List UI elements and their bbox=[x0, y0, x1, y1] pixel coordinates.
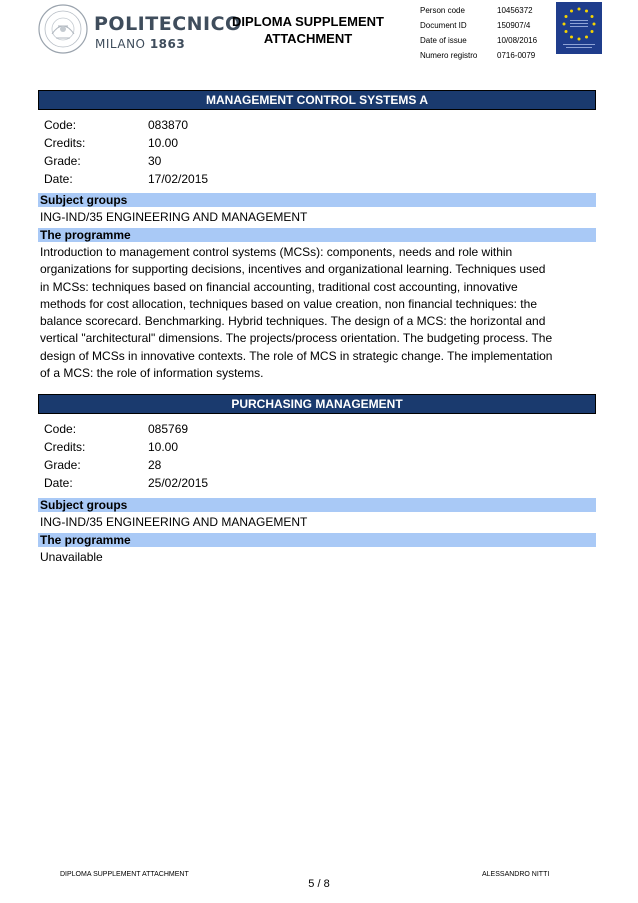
programme-line: organizations for supporting decisions, incentives and organizational learning. Techniques used bbox=[40, 262, 546, 277]
meta-label: Numero registro bbox=[420, 50, 478, 60]
field-value: 28 bbox=[148, 458, 162, 472]
course-info bbox=[44, 116, 344, 188]
field-label: Credits: bbox=[44, 440, 86, 454]
programme-heading: The programme bbox=[38, 533, 596, 547]
field-value: 083870 bbox=[148, 118, 189, 132]
course-code-row bbox=[44, 420, 344, 438]
subject-groups-heading: Subject groups bbox=[38, 193, 596, 207]
logo-name: POLITECNICO bbox=[94, 13, 242, 35]
document-title-line1: DIPLOMA SUPPLEMENT bbox=[232, 14, 384, 29]
field-label: Code: bbox=[44, 118, 77, 132]
meta-label: Date of issue bbox=[420, 35, 467, 45]
field-value: 17/02/2015 bbox=[148, 172, 209, 186]
course-date-row bbox=[44, 170, 344, 188]
field-label: Grade: bbox=[44, 154, 81, 168]
programme-heading: The programme bbox=[38, 228, 596, 242]
subject-groups-text: ING-IND/35 ENGINEERING AND MANAGEMENT bbox=[40, 210, 308, 224]
meta-value: 150907/4 bbox=[497, 20, 531, 30]
meta-label: Person code bbox=[420, 5, 465, 15]
field-value: 25/02/2015 bbox=[148, 476, 209, 490]
programme-line: of a MCS: the role of information systems. bbox=[40, 366, 264, 381]
eu-diploma-supplement-label-icon bbox=[556, 2, 602, 54]
meta-value: 10/08/2016 bbox=[497, 35, 538, 45]
programme-line: balance scorecard. Benchmarking. Hybrid techniques. The design of a MCS: the horizontal and bbox=[40, 314, 546, 329]
programme-line: vertical "architectural" dimensions. The projects/process orientation. The budgeting process. The bbox=[40, 331, 553, 346]
course-date-row bbox=[44, 474, 344, 492]
programme-line: Introduction to management control systems (MCSs): components, needs and role within bbox=[40, 245, 513, 259]
footer-document-name: DIPLOMA SUPPLEMENT ATTACHMENT bbox=[60, 871, 189, 878]
course-grade-row bbox=[44, 152, 344, 170]
course-credits-row bbox=[44, 438, 344, 456]
course-title-banner: PURCHASING MANAGEMENT bbox=[38, 394, 596, 414]
field-value: 085769 bbox=[148, 422, 189, 436]
logo-year: 1863 bbox=[149, 37, 186, 51]
programme-line: in MCSs: techniques based on financial accounting, traditional cost accounting, innovative bbox=[40, 279, 518, 294]
meta-document-id bbox=[420, 18, 556, 33]
programme-text bbox=[40, 549, 598, 566]
logo-city: MILANO bbox=[95, 37, 146, 51]
meta-numero-registro bbox=[420, 48, 556, 63]
university-seal-icon bbox=[38, 4, 88, 54]
field-label: Code: bbox=[44, 422, 77, 436]
field-label: Date: bbox=[44, 476, 73, 490]
subject-groups-text: ING-IND/35 ENGINEERING AND MANAGEMENT bbox=[40, 515, 308, 529]
course-code-row bbox=[44, 116, 344, 134]
meta-date-of-issue bbox=[420, 33, 556, 48]
document-title bbox=[218, 13, 398, 47]
page-number: 5 / 8 bbox=[308, 878, 330, 890]
meta-label: Document ID bbox=[420, 20, 467, 30]
course-grade-row bbox=[44, 456, 344, 474]
field-label: Grade: bbox=[44, 458, 81, 472]
meta-person-code bbox=[420, 3, 556, 18]
course-title-banner: MANAGEMENT CONTROL SYSTEMS A bbox=[38, 90, 596, 110]
footer-student-name: ALESSANDRO NITTI bbox=[482, 871, 550, 878]
course-credits-row bbox=[44, 134, 344, 152]
programme-line: design of MCSs in innovative contexts. The role of MCS in strategic change. The implementation bbox=[40, 348, 553, 363]
programme-line: methods for cost allocation, techniques based on value creation, non financial techniques: the bbox=[40, 296, 537, 311]
field-label: Credits: bbox=[44, 136, 86, 150]
field-value: 10.00 bbox=[148, 440, 179, 454]
programme-text bbox=[40, 244, 598, 382]
field-label: Date: bbox=[44, 172, 73, 186]
meta-value: 10456372 bbox=[497, 5, 533, 15]
field-value: 30 bbox=[148, 154, 162, 168]
course-info bbox=[44, 420, 344, 492]
meta-value: 0716-0079 bbox=[497, 50, 536, 60]
subject-groups-heading: Subject groups bbox=[38, 498, 596, 512]
field-value: 10.00 bbox=[148, 136, 179, 150]
politecnico-logo bbox=[38, 4, 242, 54]
document-header bbox=[38, 0, 600, 62]
document-meta bbox=[420, 3, 556, 63]
logo-subtitle bbox=[95, 37, 185, 51]
programme-line: Unavailable bbox=[40, 550, 103, 564]
document-title-line2: ATTACHMENT bbox=[263, 31, 353, 46]
